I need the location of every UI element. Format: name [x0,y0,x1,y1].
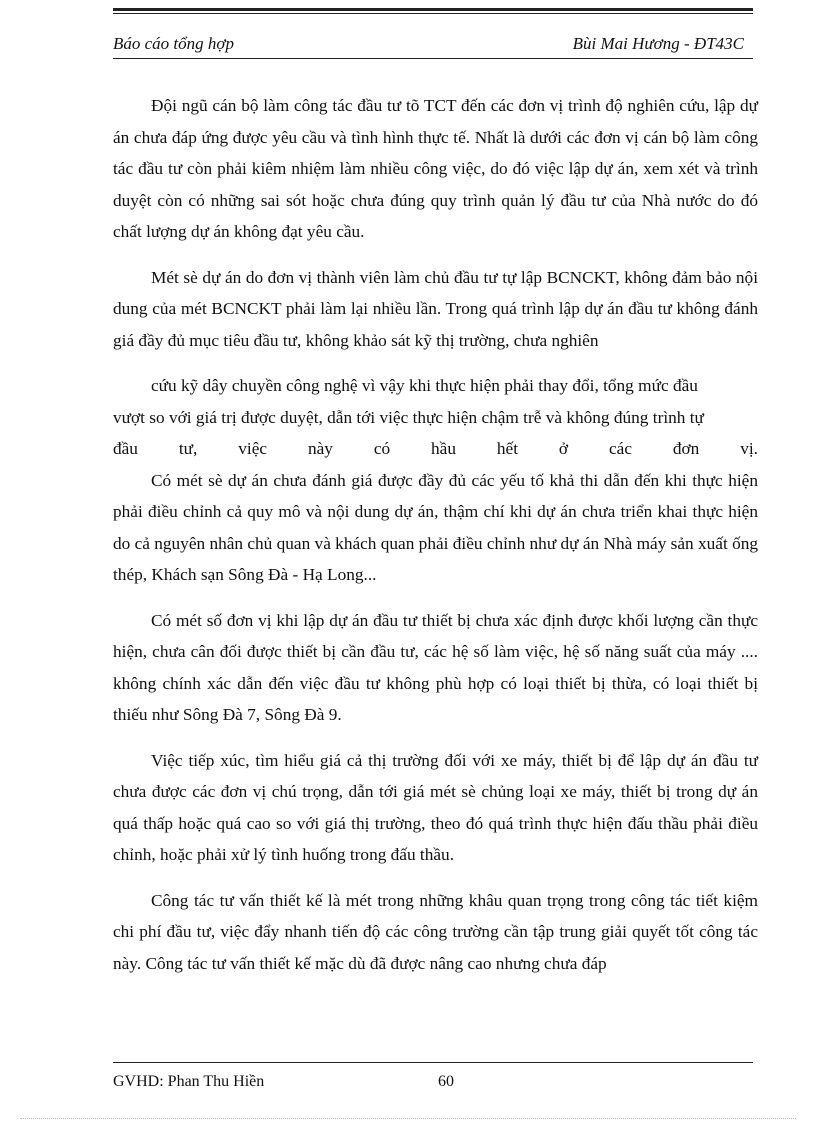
paragraph-2-cont-2: vượt so với giá trị được duyệt, dẫn tới việc thực hiện chậm trễ và không đúng trình tự [113,407,704,427]
document-body [113,90,758,979]
header-author: Bùi Mai Hương - ĐT43C [572,34,744,53]
paragraph-2: Mét sè dự án do đơn vị thành viên làm chủ đầu tư tự lập BCNCKT, không đảm bảo nội dung của mét BCNCKT phải làm lại nhiều lần. Trong quá trình lập dự án đầu tư không đánh giá đầy đủ mục tiêu đầu tư, không khảo sát kỹ thị trường, chưa nghiên [113,267,758,350]
header-rule [113,58,753,59]
page-bottom-dotted-edge [20,1118,796,1119]
paragraph-1: Đội ngũ cán bộ làm công tác đầu tư tõ TCT đến các đơn vị trình độ nghiên cứu, lập dự án chưa đáp ứng được yêu cầu và tình hình thực tế. Nhất là dưới các đơn vị cán bộ làm công tác đầu tư còn phải kiêm nhiệm làm nhiều công việc, do đó việc lập dự án, xem xét và trình duyệt còn có những sai sót hoặc chưa đúng quy trình quản lý đầu tư của Nhà nước do đó chất lượng dự án không đạt yêu cầu. [113,96,758,241]
footer-rule [113,1062,753,1063]
page-number: 60 [438,1073,454,1090]
paragraph-6: Công tác tư vấn thiết kế là mét trong những khâu quan trọng trong công tác tiết kiệm chi phí đầu tư, việc đẩy nhanh tiến độ các công trường cần tập trung giải quyết tốt công tác này. Công tác tư vấn thiết kế mặc dù đã được nâng cao nhưng chưa đáp [113,890,758,973]
paragraph-2-cont-3: đầu tư, việc này có hầu hết ở các đơn vị. [113,439,758,458]
header-top-rule [113,8,753,11]
paragraph-4: Có mét số đơn vị khi lập dự án đầu tư thiết bị chưa xác định được khối lượng cần thực hiện, chưa cân đối được thiết bị cần đầu tư, các hệ số làm việc, hệ số năng suất của máy .... không chính xác dẫn đến việc đầu tư không phù hợp có loại thiết bị thừa, có loại thiết bị thiếu như Sông Đà 7, Sông Đà 9. [113,610,758,724]
paragraph-3: Có mét sè dự án chưa đánh giá được đầy đủ các yếu tố khả thi dẫn đến khi thực hiện phải điều chỉnh cả quy mô và nội dung dự án, thậm chí khi dự án chưa triển khai thực hiện do cả nguyên nhân chủ quan và khách quan phải điều chỉnh như dự án Nhà máy sản xuất ống thép, Khách sạn Sông Đà - Hạ Long... [113,470,759,584]
paragraph-5: Việc tiếp xúc, tìm hiểu giá cả thị trường đối với xe máy, thiết bị để lập dự án đầu tư chưa được các đơn vị chú trọng, dẫn tới giá mét sè chủng loại xe máy, thiết bị trong dự án quá thấp hoặc quá cao so với giá thị trường, theo đó quá trình thực hiện đấu thầu phải điều chỉnh, hoặc phải xử lý tình huống trong đấu thầu. [113,750,758,864]
header-report-title: Báo cáo tổng hợp [113,34,234,53]
footer-instructor: GVHD: Phan Thu Hiền [113,1073,265,1090]
paragraph-2-cont-1: cứu kỹ dây chuyền công nghệ vì vậy khi thực hiện phải thay đổi, tổng mức đầu [151,376,698,395]
header-top-rule-thin [113,13,753,14]
